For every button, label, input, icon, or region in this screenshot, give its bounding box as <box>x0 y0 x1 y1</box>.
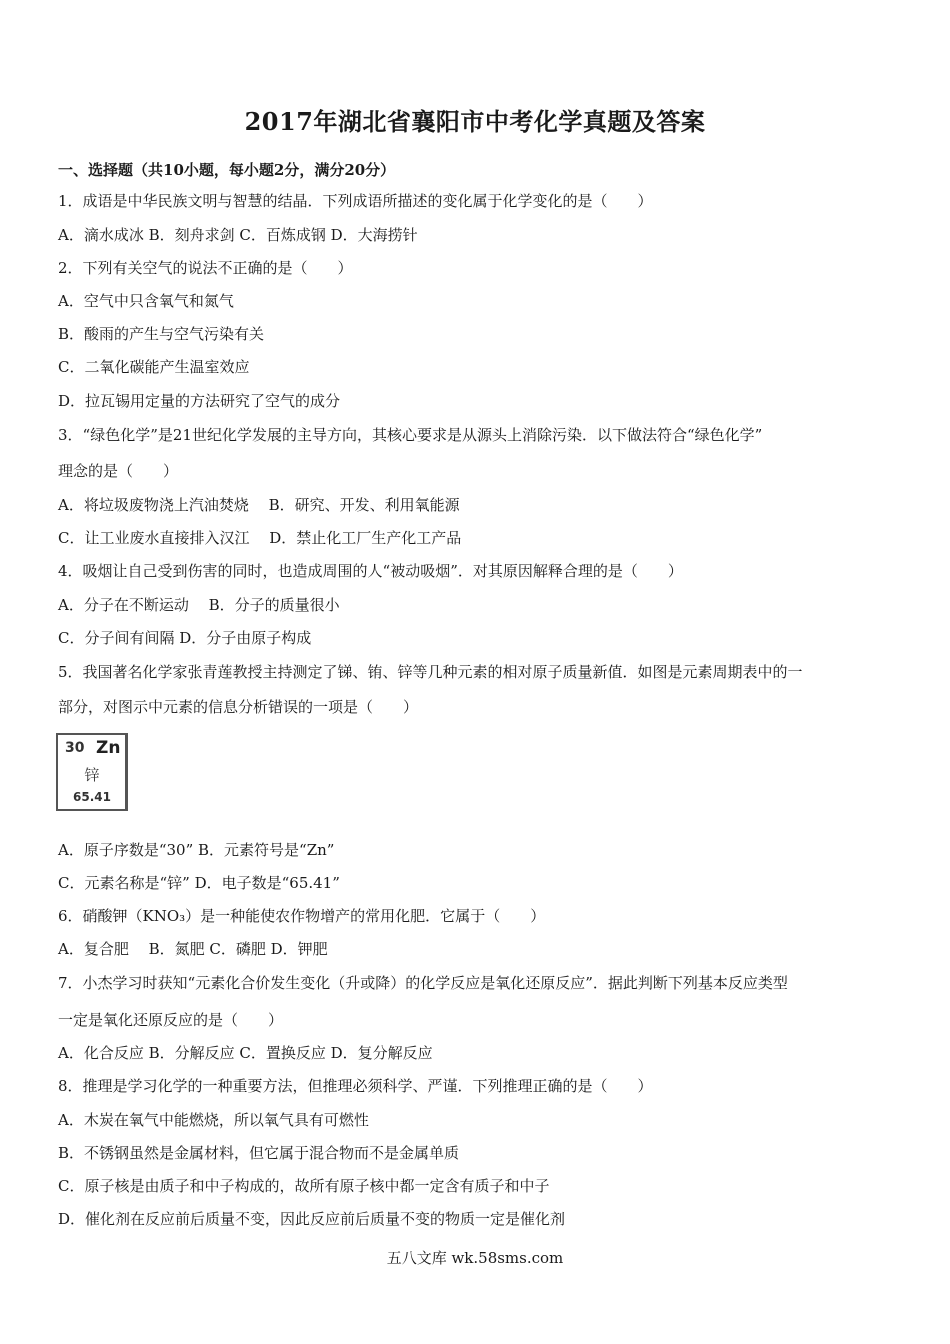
question-1: 1．成语是中华民族文明与智慧的结晶．下列成语所描述的变化属于化学变化的是（ ） <box>58 192 653 210</box>
question-2-option-d: D．拉瓦锡用定量的方法研究了空气的成分 <box>58 392 341 410</box>
question-2-option-b: B．酸雨的产生与空气污染有关 <box>58 325 265 343</box>
question-6: 6．硝酸钾（KNO₃）是一种能使农作物增产的常用化肥．它属于（ ） <box>58 907 546 925</box>
question-3-options-ab: A．将垃圾废物浇上汽油焚烧 B．研究、开发、利用氧能源 <box>58 496 460 514</box>
page-footer: 五八文库 wk.58sms.com <box>386 1249 564 1267</box>
question-2: 2．下列有关空气的说法不正确的是（ ） <box>58 259 353 277</box>
question-4-options-ab: A．分子在不断运动 B．分子的质量很小 <box>58 596 340 614</box>
question-5-options-cd: C．元素名称是“锌” D．电子数是“65.41” <box>58 874 340 892</box>
question-3-continued: 理念的是（ ） <box>58 462 179 480</box>
section-heading: 一、选择题（共10小题，每小题2分，满分20分） <box>58 161 396 179</box>
question-3-options-cd: C．让工业废水直接排入汉江 D．禁止化工厂生产化工产品 <box>58 529 462 547</box>
question-5: 5．我国著名化学家张青莲教授主持测定了锑、铕、锌等几种元素的相对原子质量新值．如图是元素周期表中的一 <box>58 663 803 681</box>
element-name: 锌 <box>84 766 100 784</box>
question-5-options-ab: A．原子序数是“30” B．元素符号是“Zn” <box>58 841 335 859</box>
atomic-number: 30 <box>65 740 85 756</box>
question-8-option-b: B．不锈钢虽然是金属材料，但它属于混合物而不是金属单质 <box>58 1144 460 1162</box>
question-3: 3．“绿色化学”是21世纪化学发展的主导方向，其核心要求是从源头上消除污染．以下做法符合“绿色化学” <box>58 426 763 444</box>
question-1-options: A．滴水成冰 B．刻舟求剑 C．百炼成钢 D．大海捞针 <box>58 226 418 244</box>
question-7-options: A．化合反应 B．分解反应 C．置换反应 D．复分解反应 <box>58 1044 433 1062</box>
question-8-option-c: C．原子核是由质子和中子构成的，故所有原子核中都一定含有质子和中子 <box>58 1177 550 1195</box>
question-6-options: A．复合肥 B．氮肥 C．磷肥 D．钾肥 <box>58 940 328 958</box>
question-8: 8．推理是学习化学的一种重要方法，但推理必须科学、严谨．下列推理正确的是（ ） <box>58 1077 653 1095</box>
zinc-element-tile <box>56 733 128 811</box>
question-4: 4．吸烟让自己受到伤害的同时，也造成周围的人“被动吸烟”．对其原因解释合理的是（ ） <box>58 562 683 580</box>
question-2-option-c: C．二氧化碳能产生温室效应 <box>58 358 250 376</box>
page-title: 2017年湖北省襄阳市中考化学真题及答案 <box>244 107 706 136</box>
element-symbol: Zn <box>96 738 121 758</box>
question-8-option-d: D．催化剂在反应前后质量不变，因此反应前后质量不变的物质一定是催化剂 <box>58 1210 566 1228</box>
question-7: 7．小杰学习时获知“元素化合价发生变化（升或降）的化学反应是氧化还原反应”．据此判断下列基本反应类型 <box>58 974 788 992</box>
question-5-continued: 部分，对图示中元素的信息分析错误的一项是（ ） <box>58 698 419 716</box>
question-4-options-cd: C．分子间有间隔 D．分子由原子构成 <box>58 629 312 647</box>
question-8-option-a: A．木炭在氧气中能燃烧，所以氧气具有可燃性 <box>58 1111 369 1129</box>
question-2-option-a: A．空气中只含氧气和氮气 <box>58 292 234 310</box>
atomic-mass: 65.41 <box>73 790 111 804</box>
question-7-continued: 一定是氧化还原反应的是（ ） <box>58 1011 284 1029</box>
